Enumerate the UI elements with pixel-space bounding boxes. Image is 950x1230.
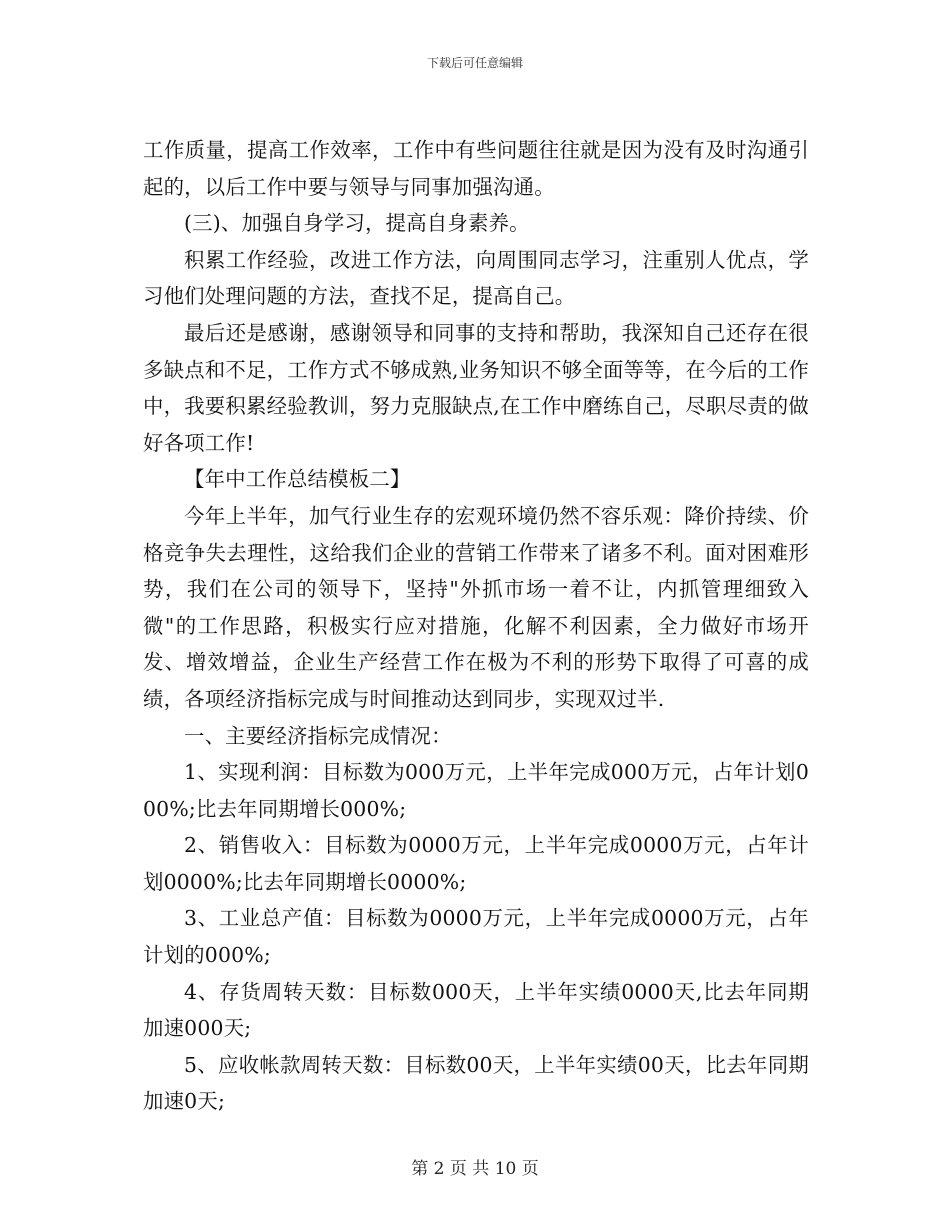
page-number-footer: 第 2 页 共 10 页 [411,1159,539,1179]
paragraph-4: 最后还是感谢，感谢领导和同事的支持和帮助，我深知自己还存在很多缺点和不足，工作方式不够成熟,业务知识不够全面等等，在今后的工作中，我要积累经验教训，努力克服缺点,在工作中磨练自己，尽职尽责的做好各项工作! [143,320,809,455]
list-item-3: 3、工业总产值：目标数为0000万元，上半年完成0000万元，占年计划的000%; [143,906,809,968]
paragraph-6: 今年上半年，加气行业生存的宏观环境仍然不容乐观：降价持续、价格竞争失去理性，这给我们企业的营销工作带来了诸多不利。面对困难形势，我们在公司的领导下，坚持"外抓市场一着不让，内抓管理细致入微"的工作思路，积极实行应对措施，化解不利因素，全力做好市场开发、增效增益，企业生产经营工作在极为不利的形势下取得了可喜的成绩，各项经济指标完成与时间推动达到同步，实现双过半. [143,503,809,711]
list-item-5: 5、应收帐款周转天数：目标数00天，上半年实绩00天，比去年同期加速0天; [143,1052,809,1114]
list-item-4: 4、存货周转天数：目标数000天，上半年实绩0000天,比去年同期加速000天; [143,979,809,1041]
list-item-1: 1、实现利润：目标数为000万元，上半年完成000万元，占年计划000%;比去年同期增长000%; [143,760,809,821]
document-body [143,132,809,1120]
paragraph-2: (三)、加强自身学习，提高自身素养。 [184,211,530,236]
section-title: 【年中工作总结模板二】 [184,467,411,492]
paragraph-1: 工作质量，提高工作效率，工作中有些问题往往就是因为没有及时沟通引起的，以后工作中要与领导与同事加强沟通。 [143,138,809,199]
list-item-2: 2、销售收入：目标数为0000万元，上半年完成0000万元，占年计划0000%;比去年同期增长0000%; [143,833,809,894]
paragraph-3: 积累工作经验，改进工作方法，向周围同志学习，注重别人优点，学习他们处理问题的方法，查找不足，提高自己。 [143,247,809,309]
subsection-heading: 一、主要经济指标完成情况： [184,723,452,748]
page-header: 下载后可任意编辑 [426,56,523,70]
